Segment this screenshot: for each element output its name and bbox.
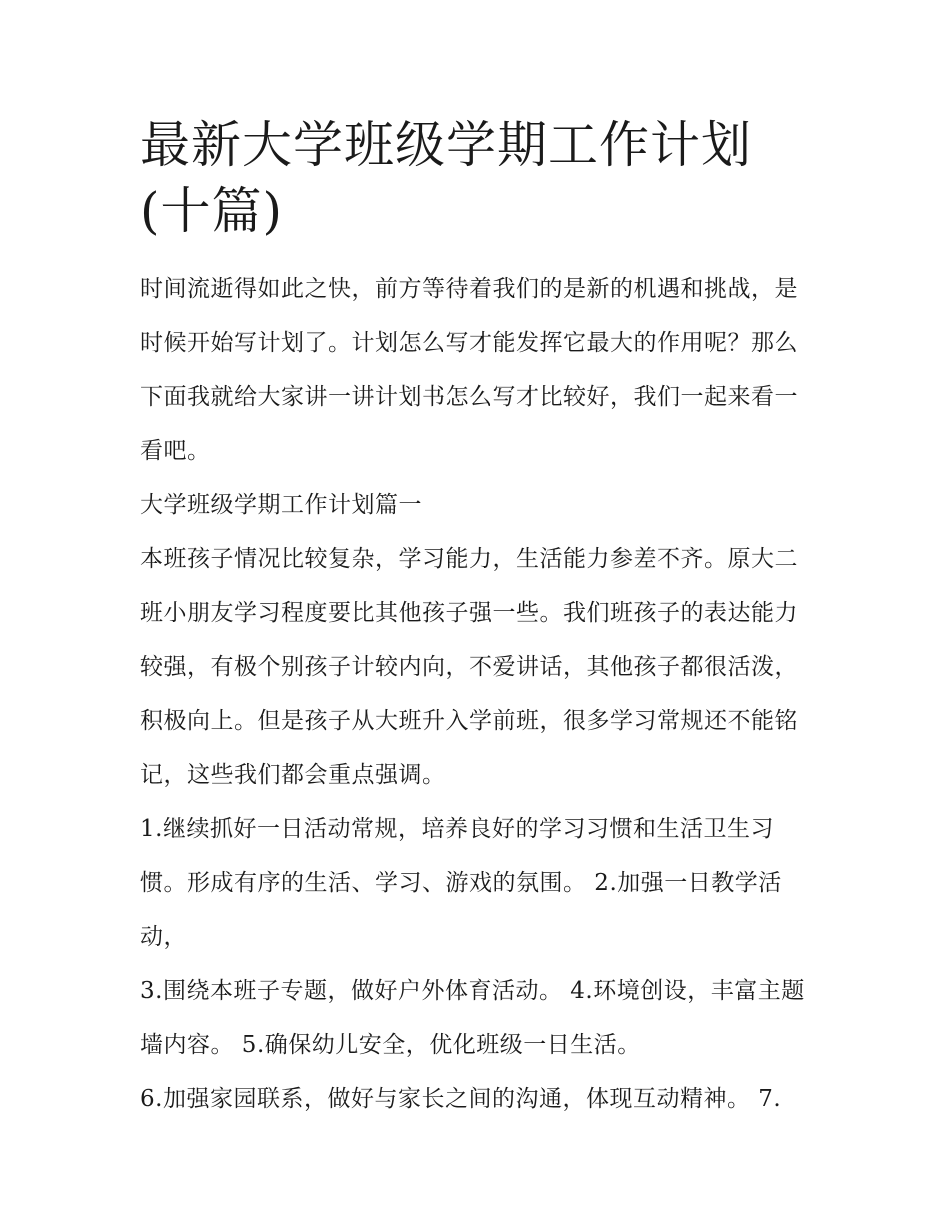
document-title: 最新大学班级学期工作计划(十篇) [140,116,752,240]
list-item: 1.继续抓好一日活动常规，培养良好的学习习惯和生活卫生习惯。形成有序的生活、学习、游戏的氛围。 2.加强一日教学活动， [140,816,782,950]
document-content [140,112,820,1126]
section-heading: 大学班级学期工作计划篇一 [140,492,422,518]
list-item: 6.加强家园联系，做好与家长之间的沟通，体现互动精神。 7. [140,1086,782,1112]
intro-paragraph: 时间流逝得如此之快，前方等待着我们的是新的机遇和挑战，是时候开始写计划了。计划怎么写才能发挥它最大的作用呢？那么下面我就给大家讲一讲计划书怎么写才比较好，我们一起来看一看吧。 [140,276,798,464]
list-item: 3.围绕本班子专题，做好户外体育活动。 4.环境创设，丰富主题墙内容。 5.确保幼儿安全，优化班级一日生活。 [140,978,805,1058]
section-body-paragraph: 本班孩子情况比较复杂，学习能力，生活能力参差不齐。原大二班小朋友学习程度要比其他孩子强一些。我们班孩子的表达能力较强，有极个别孩子计较内向，不爱讲话，其他孩子都很活泼，积极向上。但是孩子从大班升入学前班，很多学习常规还不能铭记，这些我们都会重点强调。 [140,546,798,788]
